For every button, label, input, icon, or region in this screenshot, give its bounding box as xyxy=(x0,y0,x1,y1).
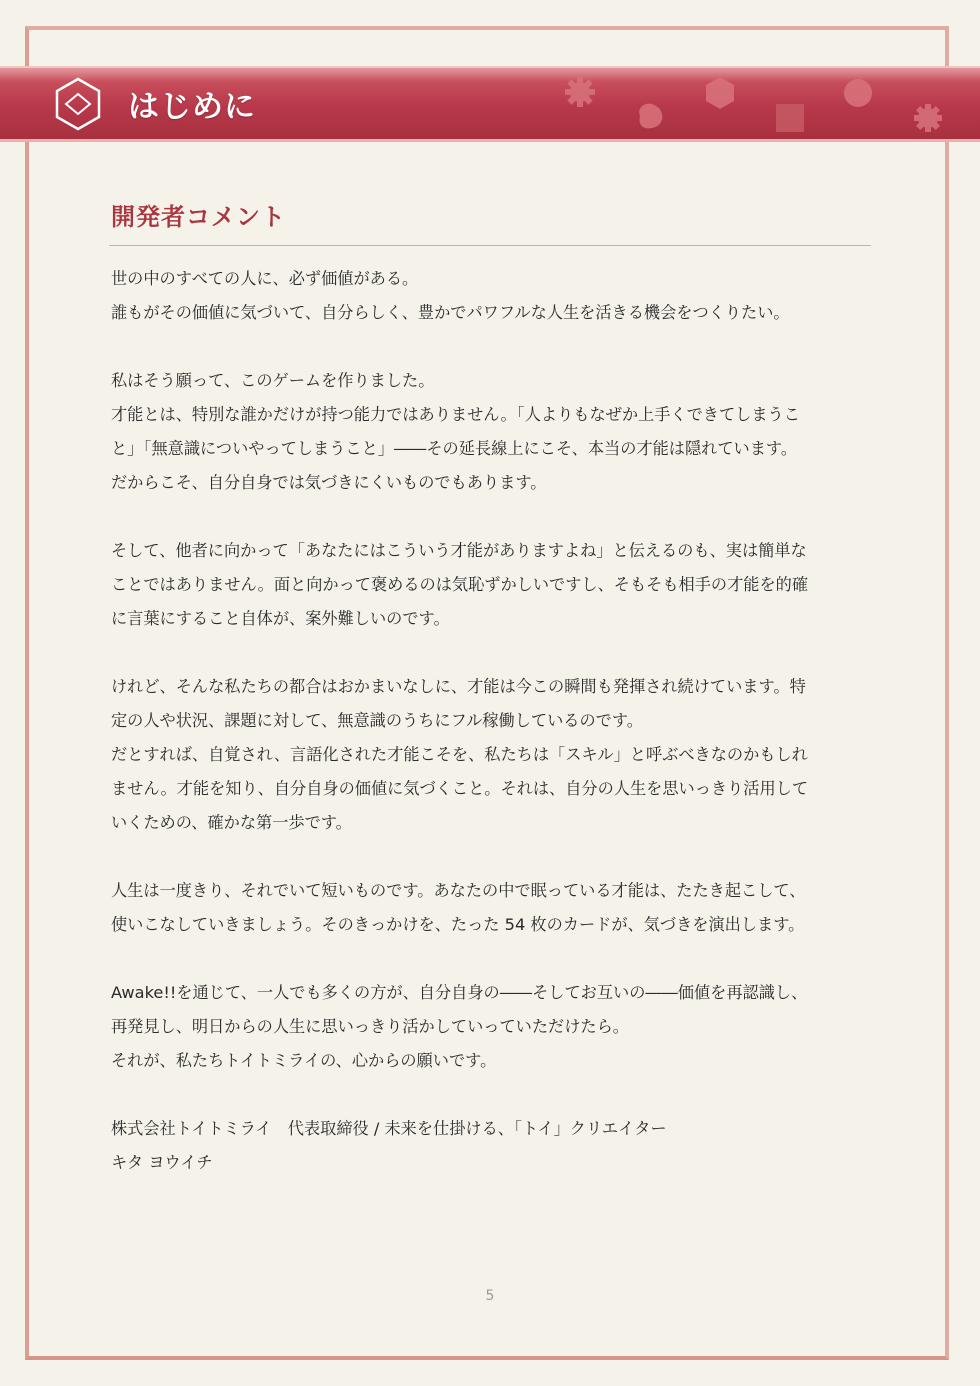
body-line: そして、他者に向かって「あなたにはこういう才能がありますよね」と伝えるのも、実は簡単な xyxy=(111,541,807,560)
paragraph-gap xyxy=(111,636,871,670)
heading-divider xyxy=(109,245,871,246)
paragraph-gap xyxy=(111,330,871,364)
body-line: 再発見し、明日からの人生に思いっきり活かしていっていただけたら。 xyxy=(111,1017,629,1036)
blob-shape-icon xyxy=(639,104,662,129)
body-line: いくための、確かな第一歩です。 xyxy=(111,813,352,832)
title-banner xyxy=(0,66,980,142)
body-line: それが、私たちトイトミライの、心からの願いです。 xyxy=(111,1051,497,1070)
hexagon-shape-icon xyxy=(706,77,734,109)
body-line: ことではありません。面と向かって褒めるのは気恥ずかしいですし、そもそも相手の才能を的確 xyxy=(111,575,809,594)
body-line: Awake!!を通じて、一人でも多くの方が、自分自身の――そしてお互いの――価値を再認識し、 xyxy=(111,983,808,1002)
body-line: 使いこなしていきましょう。そのきっかけを、たった 54 枚のカードが、気づきを演出します。 xyxy=(111,915,805,934)
gear-shape-icon xyxy=(914,104,942,132)
page-number: 5 xyxy=(485,1288,495,1304)
paragraph-gap xyxy=(111,500,871,534)
square-shape-icon xyxy=(776,104,804,132)
body-line: 私はそう願って、このゲームを作りました。 xyxy=(111,371,435,390)
section-heading: 開発者コメント xyxy=(111,203,286,231)
body-line: けれど、そんな私たちの都合はおかまいなしに、才能は今この瞬間も発揮され続けています。特 xyxy=(111,677,806,696)
body-line: 人生は一度きり、それでいて短いものです。あなたの中で眠っている才能は、たたき起こして、 xyxy=(111,881,806,900)
paragraph-gap xyxy=(111,840,871,874)
body-line: に言葉にすること自体が、案外難しいのです。 xyxy=(111,609,450,628)
paragraph-gap xyxy=(111,1078,871,1112)
body-line: ません。才能を知り、自分自身の価値に気づくこと。それは、自分の人生を思いっきり活用して xyxy=(111,779,809,798)
body-line: だとすれば、自覚され、言語化された才能こそを、私たちは「スキル」と呼ぶべきなのかもしれ xyxy=(111,745,808,764)
page-title: はじめに xyxy=(128,89,256,125)
gear-shape-icon xyxy=(565,77,595,107)
body-line: 誰もがその価値に気づいて、自分らしく、豊かでパワフルな人生を活きる機会をつくりたい。 xyxy=(111,303,790,322)
body-line: 株式会社トイトミライ 代表取締役 / 未来を仕掛ける、「トイ」クリエイター xyxy=(111,1119,667,1138)
body-line: だからこそ、自分自身では気づきにくいものでもあります。 xyxy=(111,473,547,492)
body-line: 世の中のすべての人に、必ず価値がある。 xyxy=(111,269,419,288)
body-line: 才能とは、特別な誰かだけが持つ能力ではありません。「人よりもなぜか上手くできてしまうこ xyxy=(111,405,800,424)
body-line: キタ ヨウイチ xyxy=(111,1153,213,1172)
body-line: と」「無意識についやってしまうこと」――その延長線上にこそ、本当の才能は隠れています。 xyxy=(111,439,798,458)
comment-body xyxy=(111,262,871,1180)
hexagon-diamond-icon xyxy=(54,76,102,132)
paragraph-gap xyxy=(111,942,871,976)
circle-shape-icon xyxy=(844,79,872,107)
body-line: 定の人や状況、課題に対して、無意識のうちにフル稼働しているのです。 xyxy=(111,711,643,730)
